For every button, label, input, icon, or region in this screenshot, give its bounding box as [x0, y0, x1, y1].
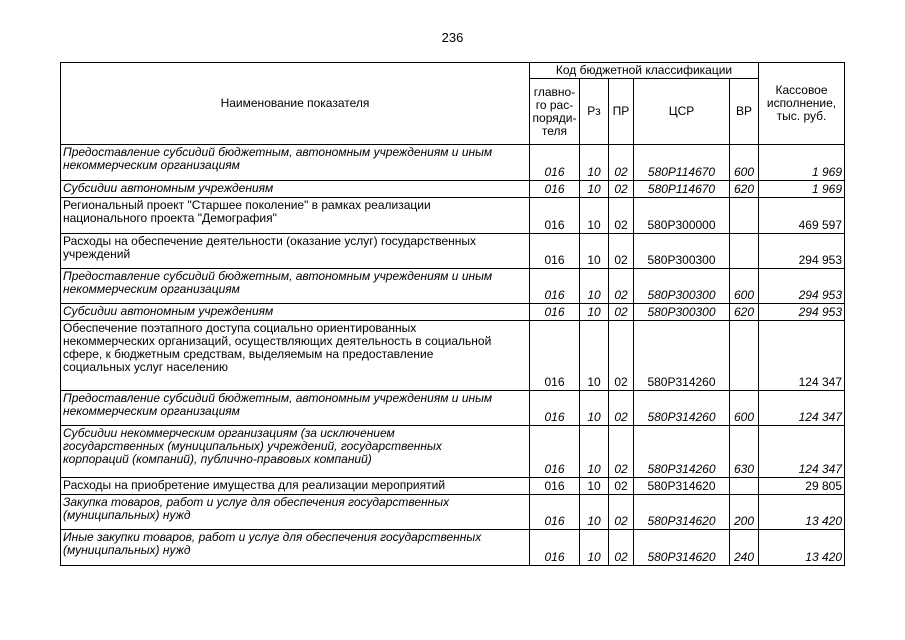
cell-vr	[730, 234, 759, 269]
cell-amount: 469 597	[759, 198, 845, 234]
cell-pr: 02	[609, 304, 634, 321]
table-row	[61, 321, 845, 391]
cell-vr	[730, 478, 759, 495]
cell-amount: 294 953	[759, 234, 845, 269]
cell-vr: 200	[730, 495, 759, 530]
cell-amount: 124 347	[759, 426, 845, 478]
cell-pr: 02	[609, 269, 634, 304]
cell-pr: 02	[609, 530, 634, 566]
row-name-line: (муниципальных) нужд	[63, 543, 191, 557]
cell-rz: 10	[580, 478, 609, 495]
table-row	[61, 495, 845, 530]
cell-rz: 10	[580, 145, 609, 181]
cell-csr: 580P114670	[634, 145, 730, 181]
cell-amount: 124 347	[759, 391, 845, 426]
cell-csr: 580P314620	[634, 495, 730, 530]
row-name-line: государственных (муниципальных) учреждений, государственных	[63, 439, 442, 453]
cell-vr: 240	[730, 530, 759, 566]
cell-rz: 10	[580, 391, 609, 426]
cell-gl: 016	[530, 530, 580, 566]
cell-vr: 600	[730, 391, 759, 426]
cell-csr: 580P300300	[634, 304, 730, 321]
row-name	[61, 426, 530, 478]
row-name	[61, 234, 530, 269]
cell-amount: 13 420	[759, 495, 845, 530]
table-row	[61, 181, 845, 198]
header-csr: ЦСР	[634, 79, 730, 145]
table-row	[61, 391, 845, 426]
header-gl: главно- го рас- поряди- теля	[530, 79, 580, 145]
row-name-line: Субсидии автономным учреждениям	[63, 304, 274, 318]
row-name-line: Предоставление субсидий бюджетным, автономным учреждениям и иным	[63, 145, 493, 159]
header-amount: Кассовое исполнение, тыс. руб.	[759, 63, 845, 145]
table-row	[61, 234, 845, 269]
row-name-line: (муниципальных) нужд	[63, 508, 191, 522]
row-name-line: социальных услуг населению	[63, 360, 229, 374]
row-name	[61, 145, 530, 181]
cell-pr: 02	[609, 478, 634, 495]
header-name: Наименование показателя	[61, 63, 530, 145]
cell-csr: 580P314620	[634, 478, 730, 495]
table-body	[61, 145, 845, 566]
cell-amount: 13 420	[759, 530, 845, 566]
cell-amount: 29 805	[759, 478, 845, 495]
cell-amount: 1 969	[759, 145, 845, 181]
cell-rz: 10	[580, 426, 609, 478]
cell-amount: 1 969	[759, 181, 845, 198]
table-row	[61, 198, 845, 234]
row-name	[61, 304, 530, 321]
row-name	[61, 495, 530, 530]
row-name	[61, 478, 530, 495]
cell-vr: 620	[730, 304, 759, 321]
row-name-line: национального проекта "Демография"	[63, 211, 277, 225]
row-name-line: сфере, к бюджетным средствам, выделяемым на предоставление	[63, 347, 434, 361]
cell-gl: 016	[530, 234, 580, 269]
cell-pr: 02	[609, 426, 634, 478]
cell-amount: 124 347	[759, 321, 845, 391]
cell-csr: 580P314260	[634, 391, 730, 426]
cell-rz: 10	[580, 198, 609, 234]
cell-pr: 02	[609, 234, 634, 269]
row-name-line: Обеспечение поэтапного доступа социально ориентированных	[63, 321, 417, 335]
table-row	[61, 426, 845, 478]
cell-gl: 016	[530, 426, 580, 478]
cell-csr: 580P314260	[634, 321, 730, 391]
cell-amount: 294 953	[759, 304, 845, 321]
cell-rz: 10	[580, 181, 609, 198]
row-name-line: Региональный проект "Старшее поколение" в рамках реализации	[63, 198, 431, 212]
cell-vr: 600	[730, 145, 759, 181]
row-name	[61, 181, 530, 198]
cell-csr: 580P300000	[634, 198, 730, 234]
cell-gl: 016	[530, 145, 580, 181]
cell-gl: 016	[530, 495, 580, 530]
row-name-line: некоммерческим организациям	[63, 404, 240, 418]
cell-gl: 016	[530, 321, 580, 391]
cell-rz: 10	[580, 234, 609, 269]
cell-pr: 02	[609, 495, 634, 530]
row-name-line: учреждений	[63, 247, 131, 261]
table-row	[61, 478, 845, 495]
table-row	[61, 269, 845, 304]
row-name-line: некоммерческим организациям	[63, 282, 240, 296]
cell-pr: 02	[609, 321, 634, 391]
cell-rz: 10	[580, 321, 609, 391]
cell-vr	[730, 198, 759, 234]
row-name-line: Расходы на приобретение имущества для реализации мероприятий	[63, 478, 446, 492]
cell-pr: 02	[609, 391, 634, 426]
cell-pr: 02	[609, 145, 634, 181]
cell-csr: 580P314620	[634, 530, 730, 566]
table-row	[61, 530, 845, 566]
cell-gl: 016	[530, 391, 580, 426]
cell-gl: 016	[530, 181, 580, 198]
cell-csr: 580P300300	[634, 269, 730, 304]
header-pr: ПР	[609, 79, 634, 145]
cell-pr: 02	[609, 198, 634, 234]
page-number: 236	[441, 30, 464, 45]
cell-rz: 10	[580, 304, 609, 321]
row-name-line: Предоставление субсидий бюджетным, автономным учреждениям и иным	[63, 391, 493, 405]
cell-csr: 580P314260	[634, 426, 730, 478]
cell-vr	[730, 321, 759, 391]
row-name-line: Субсидии некоммерческим организациям (за исключением	[63, 426, 395, 440]
row-name-line: Субсидии автономным учреждениям	[63, 181, 274, 195]
cell-vr: 620	[730, 181, 759, 198]
row-name-line: корпораций (компаний), публично-правовых компаний)	[63, 452, 372, 466]
cell-csr: 580P114670	[634, 181, 730, 198]
budget-table	[60, 62, 845, 566]
row-name-line: Иные закупки товаров, работ и услуг для обеспечения государственных	[63, 530, 482, 544]
cell-rz: 10	[580, 530, 609, 566]
row-name	[61, 269, 530, 304]
cell-vr: 630	[730, 426, 759, 478]
header-vr: ВР	[730, 79, 759, 145]
row-name	[61, 321, 530, 391]
cell-csr: 580P300300	[634, 234, 730, 269]
row-name	[61, 530, 530, 566]
row-name-line: некоммерческих организаций, осуществляющих деятельность в социальной	[63, 334, 492, 348]
row-name	[61, 391, 530, 426]
table-row	[61, 304, 845, 321]
cell-vr: 600	[730, 269, 759, 304]
cell-gl: 016	[530, 198, 580, 234]
row-name-line: некоммерческим организациям	[63, 158, 240, 172]
cell-rz: 10	[580, 269, 609, 304]
header-rz: Рз	[580, 79, 609, 145]
row-name-line: Расходы на обеспечение деятельности (оказание услуг) государственных	[63, 234, 477, 248]
table-row	[61, 145, 845, 181]
cell-gl: 016	[530, 478, 580, 495]
cell-gl: 016	[530, 269, 580, 304]
header-code-group: Код бюджетной классификации	[530, 63, 759, 79]
cell-pr: 02	[609, 181, 634, 198]
row-name-line: Закупка товаров, работ и услуг для обеспечения государственных	[63, 495, 450, 509]
row-name	[61, 198, 530, 234]
cell-amount: 294 953	[759, 269, 845, 304]
row-name-line: Предоставление субсидий бюджетным, автономным учреждениям и иным	[63, 269, 493, 283]
cell-rz: 10	[580, 495, 609, 530]
cell-gl: 016	[530, 304, 580, 321]
